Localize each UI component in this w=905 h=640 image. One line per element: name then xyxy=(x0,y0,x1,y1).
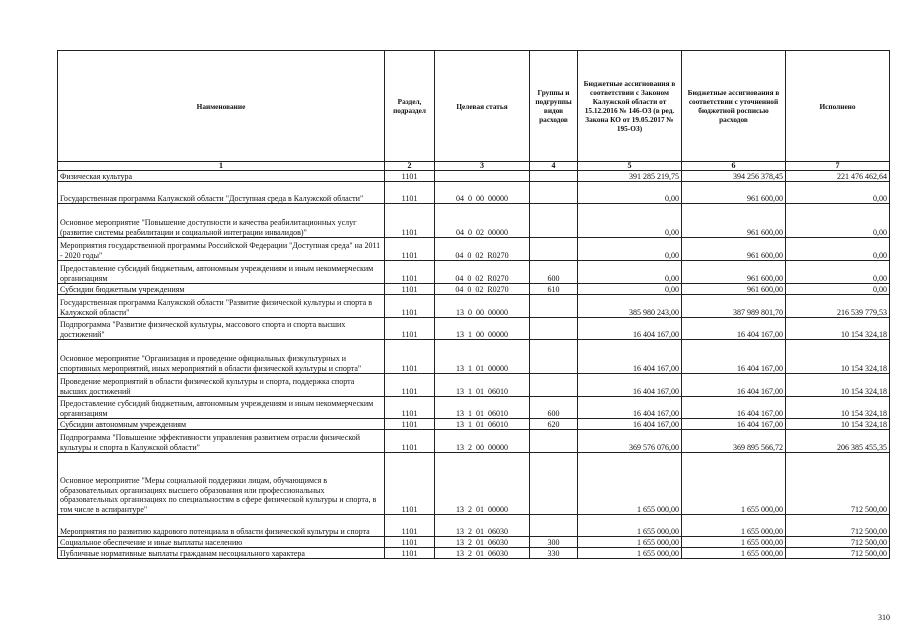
row-law-amount: 0,00 xyxy=(578,284,682,295)
row-section: 1101 xyxy=(385,453,435,515)
row-law-amount: 0,00 xyxy=(578,204,682,238)
table-row xyxy=(58,284,890,295)
row-executed-amount: 221 476 462,64 xyxy=(786,171,890,182)
row-name: Проведение мероприятий в области физической культуры и спорта, поддержка спорта высших достижений xyxy=(58,374,385,397)
row-law-amount: 1 655 000,00 xyxy=(578,515,682,537)
row-group xyxy=(530,430,578,453)
column-number: 2 xyxy=(385,162,435,171)
row-updated-amount: 16 404 167,00 xyxy=(682,374,786,397)
row-law-amount: 16 404 167,00 xyxy=(578,318,682,340)
header-group: Группы и подгруппы видов расходов xyxy=(530,51,578,162)
row-updated-amount: 369 895 566,72 xyxy=(682,430,786,453)
row-group: 300 xyxy=(530,537,578,548)
row-target: 13 2 01 06030 xyxy=(435,515,530,537)
row-group xyxy=(530,204,578,238)
row-updated-amount: 16 404 167,00 xyxy=(682,419,786,430)
table-row xyxy=(58,397,890,419)
row-updated-amount: 387 989 801,70 xyxy=(682,295,786,318)
row-executed-amount: 206 385 455,35 xyxy=(786,430,890,453)
table-row xyxy=(58,537,890,548)
row-updated-amount: 961 600,00 xyxy=(682,204,786,238)
row-group xyxy=(530,340,578,374)
row-executed-amount: 10 154 324,18 xyxy=(786,419,890,430)
header-law: Бюджетные ассигнования в соответствии с Законом Калужской области от 15.12.2016 № 146-ОЗ (в ред. Закона КО от 19.05.2017 № 195-ОЗ) xyxy=(578,51,682,162)
table-row xyxy=(58,419,890,430)
column-number: 5 xyxy=(578,162,682,171)
row-law-amount: 16 404 167,00 xyxy=(578,340,682,374)
table-row xyxy=(58,453,890,515)
row-target: 04 0 02 R0270 xyxy=(435,238,530,261)
row-executed-amount: 0,00 xyxy=(786,261,890,284)
row-executed-amount: 10 154 324,18 xyxy=(786,374,890,397)
row-name: Предоставление субсидий бюджетным, автономным учреждениям и иным некоммерческим организациям xyxy=(58,261,385,284)
row-target: 04 0 02 00000 xyxy=(435,204,530,238)
column-number-row xyxy=(58,162,890,171)
row-law-amount: 16 404 167,00 xyxy=(578,397,682,419)
budget-table-sheet xyxy=(57,50,889,559)
row-law-amount: 391 285 219,75 xyxy=(578,171,682,182)
column-number: 4 xyxy=(530,162,578,171)
row-law-amount: 0,00 xyxy=(578,261,682,284)
row-target: 04 0 00 00000 xyxy=(435,182,530,204)
row-section: 1101 xyxy=(385,238,435,261)
row-law-amount: 385 980 243,00 xyxy=(578,295,682,318)
row-section: 1101 xyxy=(385,284,435,295)
row-section: 1101 xyxy=(385,374,435,397)
row-name: Государственная программа Калужской области "Доступная среда в Калужской области" xyxy=(58,182,385,204)
row-group xyxy=(530,318,578,340)
table-row xyxy=(58,171,890,182)
row-target: 13 2 01 00000 xyxy=(435,453,530,515)
row-name: Основное мероприятие "Повышение доступности и качества реабилитационных услуг (развитие системы реабилитации и социальной интеграции инвалидов)" xyxy=(58,204,385,238)
row-updated-amount: 961 600,00 xyxy=(682,261,786,284)
row-target: 13 1 01 06010 xyxy=(435,397,530,419)
row-section: 1101 xyxy=(385,182,435,204)
row-name: Социальное обеспечение и иные выплаты населению xyxy=(58,537,385,548)
table-row xyxy=(58,430,890,453)
row-target: 13 2 00 00000 xyxy=(435,430,530,453)
table-row xyxy=(58,515,890,537)
row-section: 1101 xyxy=(385,340,435,374)
row-group: 610 xyxy=(530,284,578,295)
row-target: 13 1 01 00000 xyxy=(435,340,530,374)
column-number: 1 xyxy=(58,162,385,171)
table-header-row xyxy=(58,51,890,162)
row-updated-amount: 394 256 378,45 xyxy=(682,171,786,182)
row-group: 600 xyxy=(530,397,578,419)
row-section: 1101 xyxy=(385,397,435,419)
row-group: 600 xyxy=(530,261,578,284)
column-number: 6 xyxy=(682,162,786,171)
row-updated-amount: 961 600,00 xyxy=(682,284,786,295)
row-section: 1101 xyxy=(385,318,435,340)
row-name: Основное мероприятие "Меры социальной поддержки лицам, обучающимся в образовательных организациях высшего образования или профессиональных образовательных организациях по специальностям в сфере физической культуры и спорта, в том числе в аспирантуре" xyxy=(58,453,385,515)
row-executed-amount: 712 500,00 xyxy=(786,453,890,515)
table-row xyxy=(58,374,890,397)
row-name: Предоставление субсидий бюджетным, автономным учреждениям и иным некоммерческим организациям xyxy=(58,397,385,419)
row-executed-amount: 10 154 324,18 xyxy=(786,340,890,374)
row-section: 1101 xyxy=(385,548,435,559)
row-law-amount: 1 655 000,00 xyxy=(578,548,682,559)
row-executed-amount: 712 500,00 xyxy=(786,548,890,559)
table-row xyxy=(58,204,890,238)
budget-table xyxy=(57,50,890,559)
table-row xyxy=(58,318,890,340)
row-target: 13 2 01 06030 xyxy=(435,548,530,559)
row-name: Мероприятия по развитию кадрового потенциала в области физической культуры и спорта xyxy=(58,515,385,537)
row-target: 04 0 02 R0270 xyxy=(435,284,530,295)
row-section: 1101 xyxy=(385,515,435,537)
row-executed-amount: 0,00 xyxy=(786,238,890,261)
header-name: Наименование xyxy=(58,51,385,162)
row-updated-amount: 1 655 000,00 xyxy=(682,537,786,548)
column-number: 7 xyxy=(786,162,890,171)
row-executed-amount: 712 500,00 xyxy=(786,515,890,537)
header-section: Раздел, подраздел xyxy=(385,51,435,162)
row-law-amount: 0,00 xyxy=(578,238,682,261)
table-row xyxy=(58,238,890,261)
row-section: 1101 xyxy=(385,537,435,548)
row-name: Подпрограмма "Повышение эффективности управления развитием отрасли физической культуры и спорта в Калужской области" xyxy=(58,430,385,453)
table-row xyxy=(58,340,890,374)
row-executed-amount: 10 154 324,18 xyxy=(786,318,890,340)
row-group xyxy=(530,374,578,397)
row-group xyxy=(530,453,578,515)
row-name: Основное мероприятие "Организация и проведение официальных физкультурных и спортивных мероприятий, иных мероприятий в области физической культуры и спорта" xyxy=(58,340,385,374)
row-updated-amount: 16 404 167,00 xyxy=(682,340,786,374)
row-group xyxy=(530,515,578,537)
row-updated-amount: 1 655 000,00 xyxy=(682,453,786,515)
row-executed-amount: 0,00 xyxy=(786,284,890,295)
row-section: 1101 xyxy=(385,295,435,318)
row-name: Мероприятия государственной программы Российской Федерации "Доступная среда" на 2011 - 2020 годы" xyxy=(58,238,385,261)
row-name: Субсидии автономным учреждениям xyxy=(58,419,385,430)
row-updated-amount: 16 404 167,00 xyxy=(682,318,786,340)
table-row xyxy=(58,548,890,559)
row-target: 04 0 02 R0270 xyxy=(435,261,530,284)
row-name: Субсидии бюджетным учреждениям xyxy=(58,284,385,295)
row-updated-amount: 16 404 167,00 xyxy=(682,397,786,419)
row-section: 1101 xyxy=(385,430,435,453)
row-executed-amount: 216 539 779,53 xyxy=(786,295,890,318)
table-body xyxy=(58,171,890,559)
row-executed-amount: 0,00 xyxy=(786,204,890,238)
table-row xyxy=(58,182,890,204)
row-target: 13 1 01 06010 xyxy=(435,419,530,430)
row-group xyxy=(530,182,578,204)
row-name: Физическая культура xyxy=(58,171,385,182)
row-name: Государственная программа Калужской области "Развитие физической культуры и спорта в Калужской области" xyxy=(58,295,385,318)
row-law-amount: 16 404 167,00 xyxy=(578,419,682,430)
header-updated: Бюджетные ассигнования в соответствии с уточненной бюджетной росписью расходов xyxy=(682,51,786,162)
row-law-amount: 1 655 000,00 xyxy=(578,537,682,548)
row-group: 330 xyxy=(530,548,578,559)
row-group xyxy=(530,171,578,182)
row-group xyxy=(530,295,578,318)
page-number: 310 xyxy=(878,613,890,622)
row-law-amount: 16 404 167,00 xyxy=(578,374,682,397)
row-target: 13 1 00 00000 xyxy=(435,318,530,340)
row-group xyxy=(530,238,578,261)
row-target: 13 2 01 06030 xyxy=(435,537,530,548)
row-law-amount: 369 576 076,00 xyxy=(578,430,682,453)
row-section: 1101 xyxy=(385,171,435,182)
header-target: Целевая статья xyxy=(435,51,530,162)
row-name: Публичные нормативные выплаты гражданам несоциального характера xyxy=(58,548,385,559)
row-executed-amount: 0,00 xyxy=(786,182,890,204)
row-law-amount: 0,00 xyxy=(578,182,682,204)
table-row xyxy=(58,295,890,318)
row-section: 1101 xyxy=(385,261,435,284)
table-row xyxy=(58,261,890,284)
header-executed: Исполнено xyxy=(786,51,890,162)
row-updated-amount: 1 655 000,00 xyxy=(682,548,786,559)
row-law-amount: 1 655 000,00 xyxy=(578,453,682,515)
row-executed-amount: 712 500,00 xyxy=(786,537,890,548)
row-target xyxy=(435,171,530,182)
column-number: 3 xyxy=(435,162,530,171)
row-group: 620 xyxy=(530,419,578,430)
row-section: 1101 xyxy=(385,419,435,430)
row-section: 1101 xyxy=(385,204,435,238)
row-executed-amount: 10 154 324,18 xyxy=(786,397,890,419)
row-updated-amount: 1 655 000,00 xyxy=(682,515,786,537)
row-target: 13 0 00 00000 xyxy=(435,295,530,318)
row-updated-amount: 961 600,00 xyxy=(682,182,786,204)
row-updated-amount: 961 600,00 xyxy=(682,238,786,261)
row-target: 13 1 01 06010 xyxy=(435,374,530,397)
row-name: Подпрограмма "Развитие физической культуры, массового спорта и спорта высших достижений" xyxy=(58,318,385,340)
